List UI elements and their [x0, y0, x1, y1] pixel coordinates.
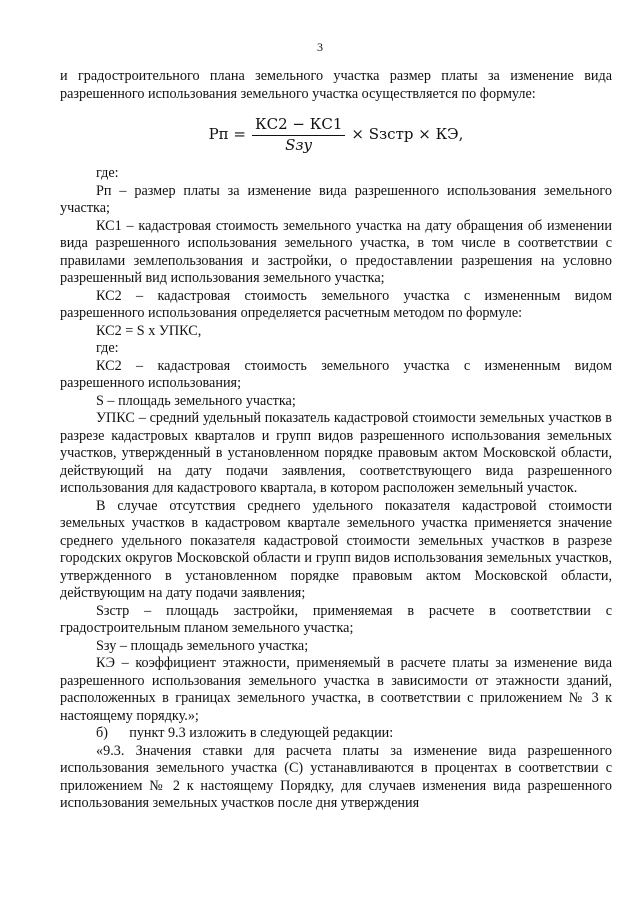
formula-denominator: Sзу: [285, 135, 313, 154]
paragraph-s-definition: S – площадь земельного участка;: [96, 392, 296, 409]
paragraph-ks2-definition: КС2 – кадастровая стоимость земельного участка с измененным видом разрешенного использования;: [60, 357, 612, 391]
paragraph-where-1: где:: [96, 165, 119, 181]
formula-numerator: КС2 − КС1: [252, 116, 345, 136]
paragraph-szstr-definition: Sзстр – площадь застройки, применяемая в расчете в соответствии с градостроительным планом земельного участка;: [60, 602, 612, 636]
paragraph-ks1-definition: КС1 – кадастровая стоимость земельного участка на дату обращения об изменении вида разрешенного использования земельного участка, в том числе в соответствии с правилами землепользования и застройки, о предоставлении разрешения на условно разрешенный вид использования земельного участка;: [60, 217, 612, 286]
paragraph-szu-definition: Sзу – площадь земельного участка;: [96, 637, 309, 654]
paragraph-ks2-method: КС2 – кадастровая стоимость земельного участка с измененным видом разрешенного использования определяется расчетным методом по формуле:: [60, 287, 612, 321]
paragraph-upks-fallback: В случае отсутствия среднего удельного показателя кадастровой стоимости земельных участков в кадастровом квартале земельного участка применяется значение среднего удельного показателя кадастровой стоимости земельных участков в разрезе городских округов Московской области и групп видов использования земельных участков, утвержденного в установленном порядке правовым актом Московской области, действующим на дату подачи заявления;: [60, 497, 612, 601]
formula-fraction: [252, 116, 345, 154]
page-number: 3: [317, 40, 323, 54]
formula-rhs: × Sзстр × КЭ,: [351, 125, 464, 144]
paragraph-upks-definition: УПКС – средний удельный показатель кадастровой стоимости земельных участков в разрезе кадастровых кварталов и групп видов разрешенного использования земельных участков, утвержденный в установленном порядке правовым актом Московской области, действующий на дату подачи заявления, соответствующего вида разрешенного использования для кадастрового квартала, в котором расположен земельный участок.: [60, 410, 612, 496]
paragraph-ke-definition: КЭ – коэффициент этажности, применяемый в расчете платы за изменение вида разрешенного использования земельного участка в зависимости от этажности зданий, расположенных в границах земельного участка, в соответствии с приложением № 3 к настоящему порядку.»;: [60, 655, 612, 724]
formula-lhs: Рп =: [208, 125, 246, 144]
paragraph-ks2-formula: КС2 = S x УПКС,: [96, 322, 202, 339]
paragraph-clause-9-3: «9.3. Значения ставки для расчета платы за изменение вида разрешенного использования земельного участка (С) устанавливаются в процентах в соответствии с приложением № 2 к настоящему Порядку, для случаев изменения вида разрешенного использования земельных участков после дня утверждения: [60, 742, 612, 811]
fee-formula: [60, 109, 612, 161]
paragraph-item-b: б) пункт 9.3 изложить в следующей редакции:: [96, 725, 394, 741]
paragraph-where-2: где:: [96, 340, 119, 356]
document-body: [60, 68, 612, 813]
intro-paragraph: и градостроительного плана земельного участка размер платы за изменение вида разрешенного использования земельного участка осуществляется по формуле:: [60, 68, 612, 102]
paragraph-rp-definition: Рп – размер платы за изменение вида разрешенного использования земельного участка;: [60, 182, 612, 216]
